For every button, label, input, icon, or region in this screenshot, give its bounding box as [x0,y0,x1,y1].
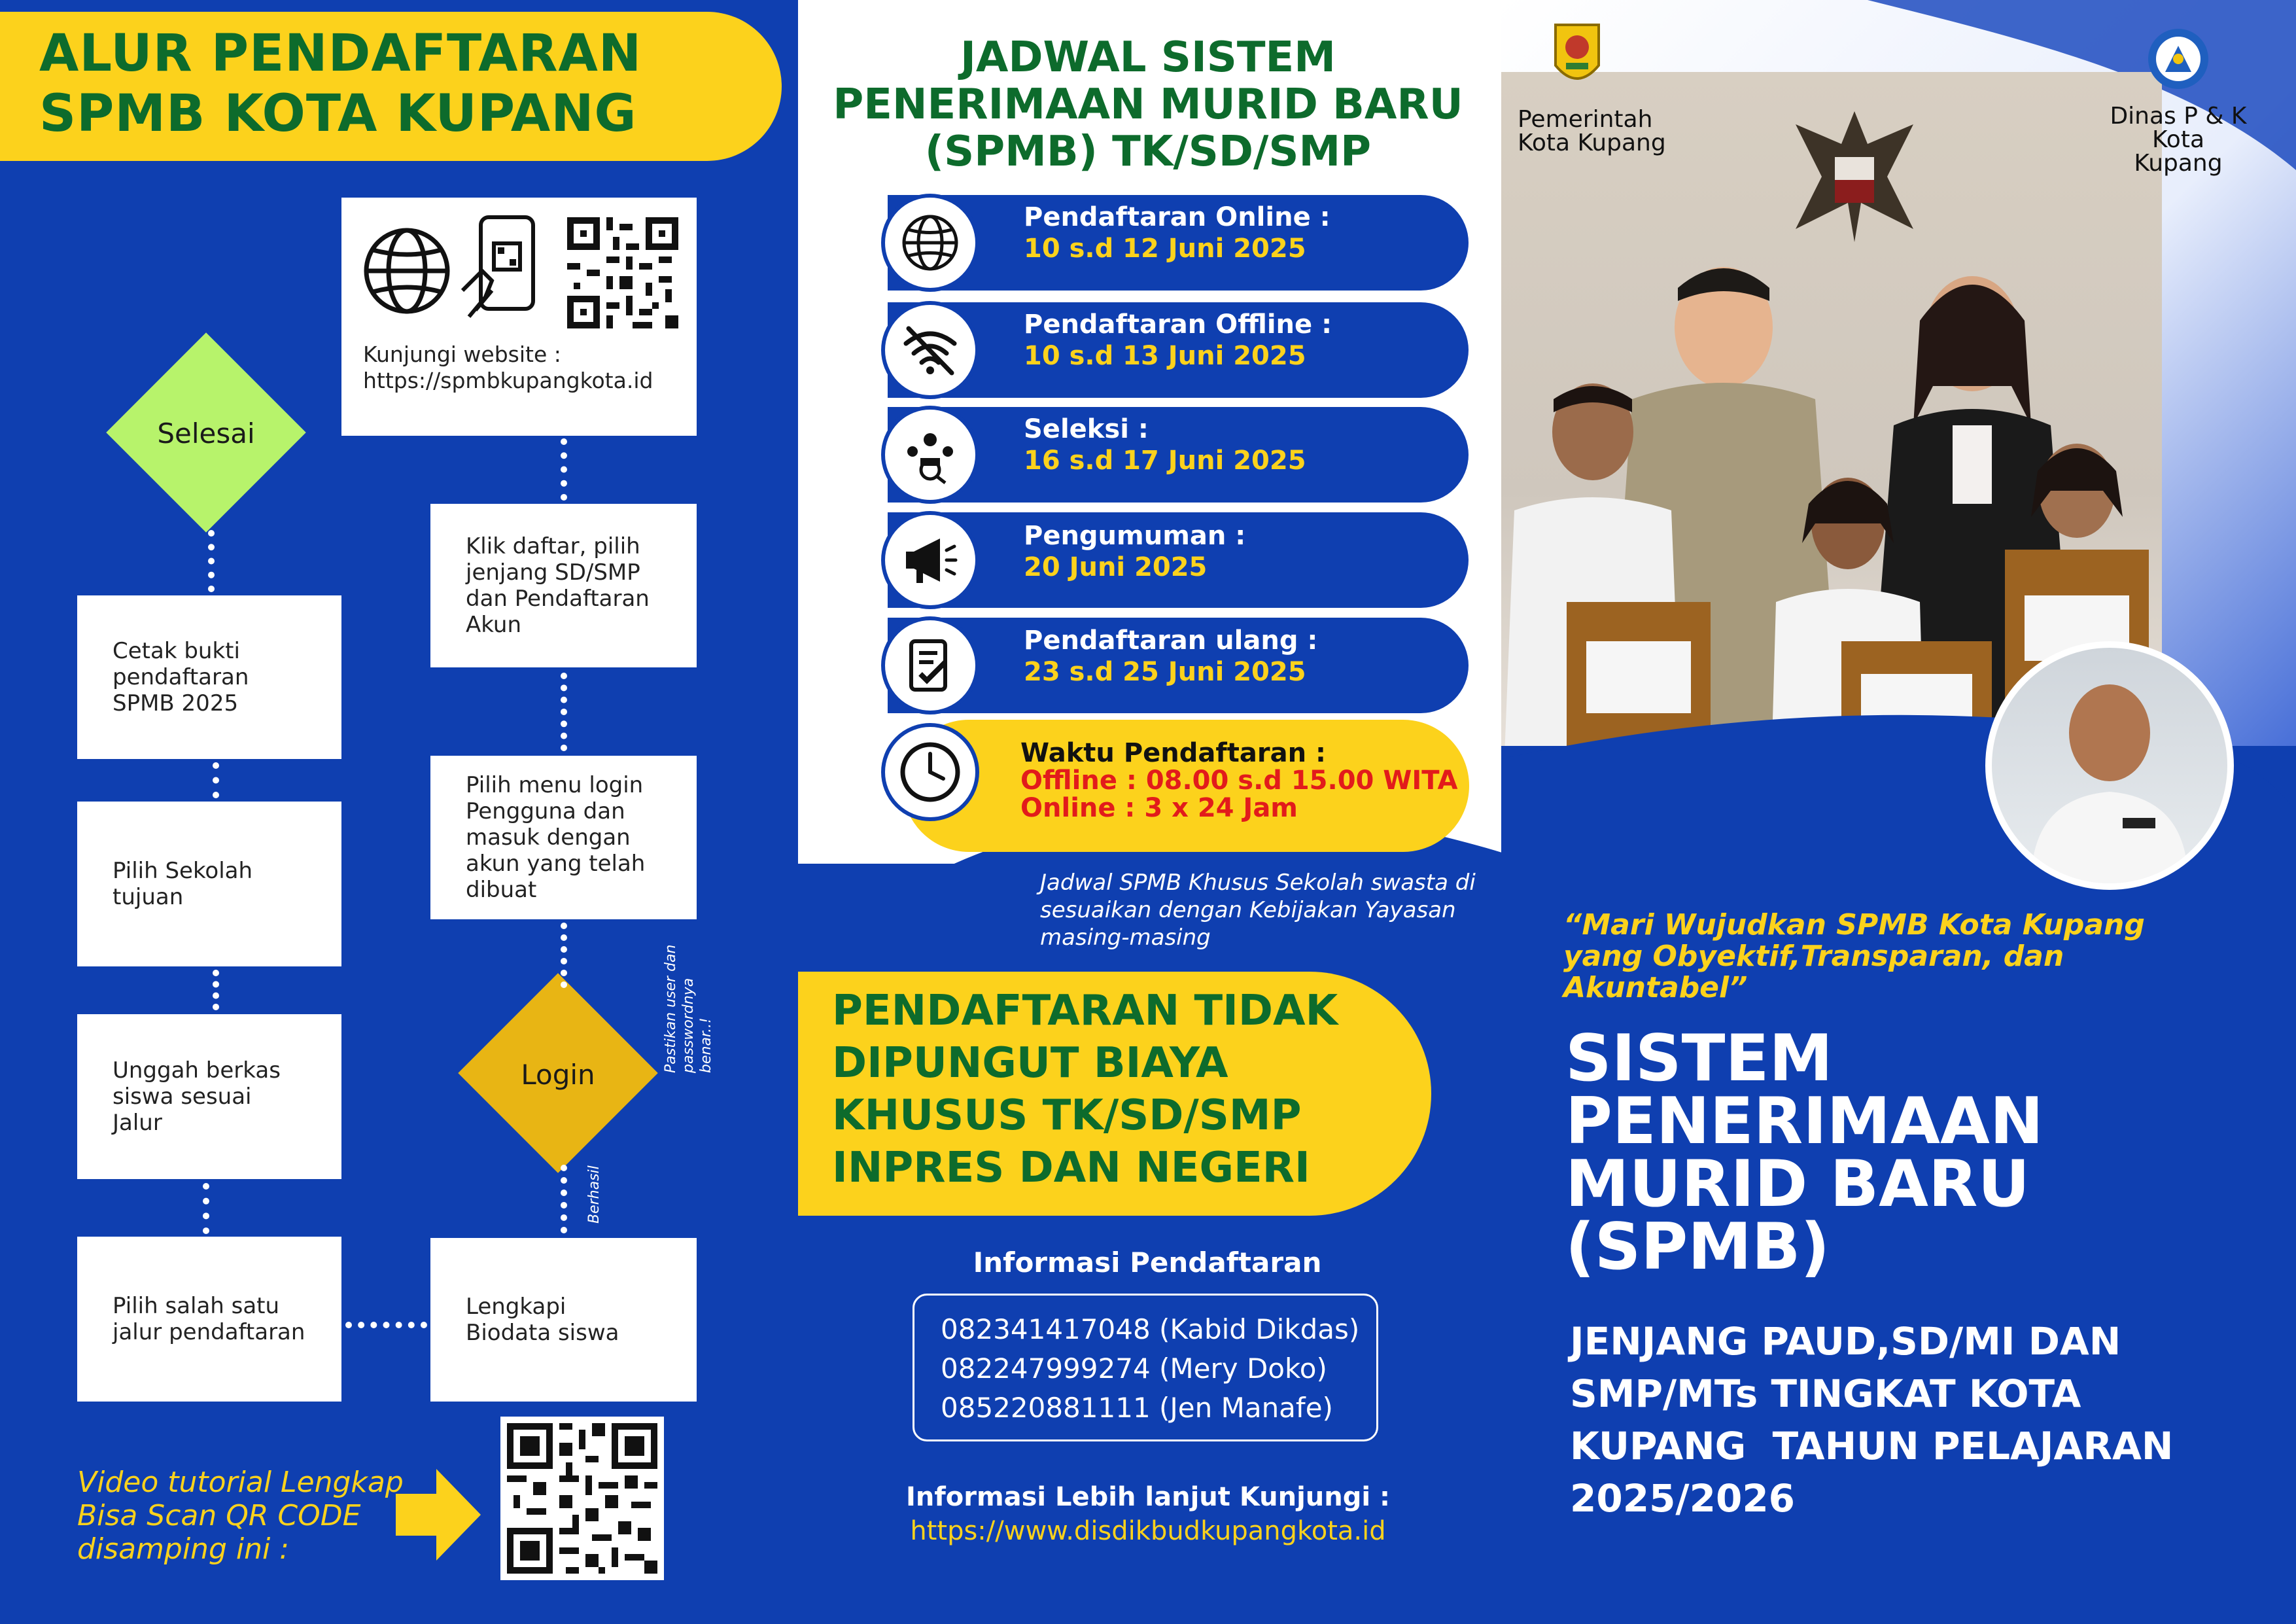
schedule-label: Pendaftaran Offline : [1024,309,1332,340]
main-title-line: SISTEM [1565,1021,1833,1096]
official-portrait [1985,641,2234,890]
pemkot-kupang-logo-icon [1550,20,1604,93]
swasta-note-line: sesuaikan dengan Kebijakan Yayasan [1040,897,1456,923]
free-registration-line: INPRES DAN NEGERI [832,1144,1310,1192]
step-menu-login [430,756,697,919]
main-title-line: MURID BARU [1565,1147,2030,1222]
selection-icon [901,425,960,484]
schedule-date: 20 Juni 2025 [1024,552,1208,582]
subtitle-line: 2025/2026 [1570,1476,1796,1521]
contact-box [913,1294,1378,1441]
connector [561,1165,567,1233]
more-info-label: Informasi Lebih lanjut Kunjungi : [905,1482,1391,1512]
password-note-line: passwordnya [680,978,697,1073]
contact-phone[interactable]: 085220881111 (Jen Manafe) [941,1392,1333,1424]
website-box [341,198,697,436]
website-url-link[interactable]: https://spmbkupangkota.id [363,368,653,393]
video-tutorial-text [77,1466,404,1566]
no-wifi-icon [901,321,960,380]
left-title-line1: ALUR PENDAFTARAN [39,24,642,83]
step-pilih-jalur [77,1237,341,1402]
schedule-icon-circle [881,723,979,821]
main-title-line: (SPMB) [1565,1210,1830,1284]
step-text: Lengkapi [466,1294,566,1320]
berhasil-note: Berhasil [586,1165,602,1224]
swasta-note [1040,869,1476,951]
schedule-text-online [1024,202,1331,264]
tut-wuri-handayani-logo-icon [2146,26,2211,92]
step-text: siswa sesuai [113,1084,252,1110]
step-text: jenjang SD/SMP [466,559,640,586]
step-text: jalur pendaftaran [113,1319,305,1345]
schedule-date: 10 s.d 13 Juni 2025 [1024,341,1306,371]
step-text: dibuat [466,877,537,903]
step-text: Pilih salah satu [113,1293,280,1319]
official-portrait-illustration [1992,648,2227,883]
arrow-right-icon [396,1469,481,1561]
main-title-line: PENERIMAAN [1565,1084,2044,1159]
waktu-online: Online : 3 x 24 Jam [1020,793,1298,823]
step-text: Akun [466,612,521,638]
motto-line: “Mari Wujudkan SPMB Kota Kupang [1563,908,2145,942]
info-title: Informasi Pendaftaran [973,1246,1322,1279]
step-text: Jalur [113,1110,162,1136]
contact-phone[interactable]: 082247999274 (Mery Doko) [941,1352,1327,1385]
pemkot-label [1518,108,1666,155]
schedule-title-line: (SPMB) TK/SD/SMP [924,128,1372,176]
official-portrait-frame [1992,648,2227,883]
step-text: Pilih menu login [466,772,644,798]
waktu-offline: Offline : 08.00 s.d 15.00 WITA [1020,766,1458,796]
password-note-line: Pastikan user dan [663,944,679,1073]
schedule-label: Pendaftaran ulang : [1024,626,1318,656]
main-title [1565,1021,2044,1284]
video-tutorial-line: disamping ini : [77,1532,290,1566]
more-info-url-link[interactable]: https://www.disdikbudkupangkota.id [910,1516,1386,1546]
qr-code-website [567,217,678,328]
free-registration-text [832,985,1338,1194]
pemkot-label-line: Pemerintah [1518,106,1653,133]
schedule-icon-circle [881,616,979,715]
step-text: SPMB 2025 [113,690,239,716]
step-text: Cetak bukti [113,638,240,664]
step-text: Unggah berkas [113,1057,281,1084]
schedule-icon-circle [881,194,979,292]
waktu-pendaftaran-text [1020,739,1457,822]
step-pilih-sekolah [77,802,341,966]
schedule-text-offline [1024,309,1332,372]
schedule-icon-circle [881,511,979,609]
schedule-title-line: JADWAL SISTEM [960,33,1336,82]
password-note-line: benar..! [698,1017,714,1073]
step-text: akun yang telah [466,851,646,877]
free-registration-line: KHUSUS TK/SD/SMP [832,1091,1302,1140]
qr-code-video-tutorial[interactable] [500,1417,664,1580]
schedule-text-pengumuman [1024,520,1245,583]
website-caption-label: Kunjungi website : [363,342,561,367]
waktu-label: Waktu Pendaftaran : [1020,738,1326,768]
password-note [662,945,715,1073]
pemkot-label-line: Kota Kupang [1518,130,1666,156]
connector [208,530,215,592]
schedule-icon-circle [881,406,979,504]
schedule-date: 16 s.d 17 Juni 2025 [1024,446,1306,476]
step-text: dan Pendaftaran [466,586,650,612]
connector [213,970,219,1010]
step-text: Biodata siswa [466,1320,619,1346]
login-label: Login [521,1059,595,1091]
subtitle [1570,1315,2173,1525]
globe-icon [901,213,960,272]
checklist-icon [901,636,960,695]
step-text: Klik daftar, pilih [466,533,640,559]
step-text: Pengguna dan [466,798,625,824]
motto-quote [1563,909,2145,1004]
step-text: tujuan [113,884,184,910]
schedule-title-line: PENERIMAAN MURID BARU [833,80,1463,129]
step-lengkapi-biodata [430,1238,697,1402]
connector [213,762,219,798]
step-klik-daftar [430,504,697,667]
connector [561,923,567,988]
swasta-note-line: masing-masing [1040,925,1211,951]
step-text: pendaftaran [113,664,249,690]
schedule-label: Pengumuman : [1024,521,1246,551]
subtitle-line: KUPANG TAHUN PELAJARAN [1570,1424,2174,1468]
contact-phone[interactable]: 082341417048 (Kabid Dikdas) [941,1313,1360,1345]
dinas-label-line: Dinas P & K [2110,103,2247,130]
schedule-label: Pendaftaran Online : [1024,202,1331,232]
connector [203,1183,209,1234]
swasta-note-line: Jadwal SPMB Khusus Sekolah swasta di [1040,870,1476,896]
schedule-title [818,34,1478,175]
step-text: masuk dengan [466,824,631,851]
megaphone-icon [901,531,960,590]
globe-icon [361,225,453,317]
step-cetak-bukti [77,595,341,759]
dinas-label [2110,105,2247,175]
step-text: Pilih Sekolah [113,858,253,884]
free-registration-line: PENDAFTARAN TIDAK [832,987,1338,1035]
schedule-icon-circle [881,301,979,399]
motto-line: yang Obyektif,Transparan, dan [1563,940,2064,973]
free-registration-line: DIPUNGUT BIAYA [832,1039,1228,1087]
schedule-date: 10 s.d 12 Juni 2025 [1024,234,1306,264]
connector [561,673,567,751]
video-tutorial-line: Bisa Scan QR CODE [77,1499,361,1532]
step-unggah-berkas [77,1014,341,1179]
selesai-label: Selesai [157,417,255,450]
website-caption [363,342,653,394]
subtitle-line: JENJANG PAUD,SD/MI DAN [1570,1319,2121,1364]
phone-scan-icon [456,212,548,327]
left-title-line2: SPMB KOTA KUPANG [39,84,637,143]
connector [561,438,567,501]
schedule-label: Seleksi : [1024,414,1149,444]
schedule-text-seleksi [1024,414,1306,476]
video-tutorial-line: Video tutorial Lengkap [77,1466,404,1499]
schedule-text-daftar-ulang [1024,625,1317,688]
subtitle-line: SMP/MTs TINGKAT KOTA [1570,1371,2081,1416]
motto-line: Akuntabel” [1563,971,1748,1004]
connector [345,1322,427,1328]
schedule-date: 23 s.d 25 Juni 2025 [1024,657,1306,687]
clock-icon [897,739,963,805]
dinas-label-line: Kota Kupang [2134,126,2223,177]
